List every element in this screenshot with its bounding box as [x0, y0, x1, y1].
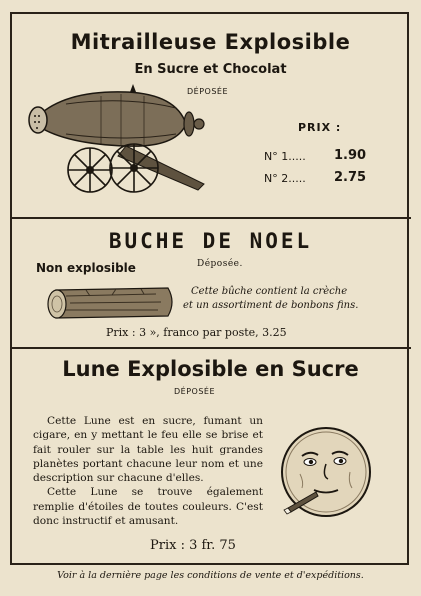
lune-paragraph-2: Cette Lune se trouve également remplie d'étoiles de toutes couleurs. C'est donc instructif et amusant.: [33, 486, 263, 528]
footer-note: Voir à la dernière page les conditions de vente et d'expéditions.: [57, 570, 364, 581]
deposee-label: Déposée.: [197, 259, 243, 269]
cannon-illustration: [26, 84, 216, 200]
moon-face-illustration: [272, 424, 382, 524]
lune-price: Prix : 3 fr. 75: [150, 538, 236, 553]
log-illustration: [46, 286, 178, 320]
mitrailleuse-title: Mitrailleuse Explosible: [70, 30, 351, 54]
item-number: N° 1.....: [264, 150, 306, 163]
buche-description-line1: Cette bûche contient la crèche: [191, 286, 348, 297]
lune-title: Lune Explosible en Sucre: [62, 357, 359, 381]
mitrailleuse-subtitle: En Sucre et Chocolat: [134, 62, 287, 77]
prix-label: PRIX :: [298, 121, 342, 134]
item-number: N° 2.....: [264, 172, 306, 185]
lune-description: [33, 414, 263, 528]
section-divider: [10, 217, 411, 219]
deposee-label: DÉPOSÉE: [187, 87, 229, 96]
buche-title: BUCHE DE NOEL: [108, 229, 313, 253]
item-price: 1.90: [334, 148, 367, 163]
section-divider: [10, 347, 411, 349]
buche-description-line2: et un assortiment de bonbons fins.: [183, 300, 359, 311]
item-price: 2.75: [334, 170, 367, 185]
deposee-label: DÉPOSÉE: [174, 387, 216, 396]
non-explosible-label: Non explosible: [36, 261, 136, 275]
buche-price: Prix : 3 », franco par poste, 3.25: [106, 326, 287, 339]
lune-paragraph-1: Cette Lune est en sucre, fumant un cigare, en y mettant le feu elle se brise et fait rouler sur la table les huit grandes planètes portant chacune leur nom et une description sur chacune d'elles.: [33, 415, 263, 485]
